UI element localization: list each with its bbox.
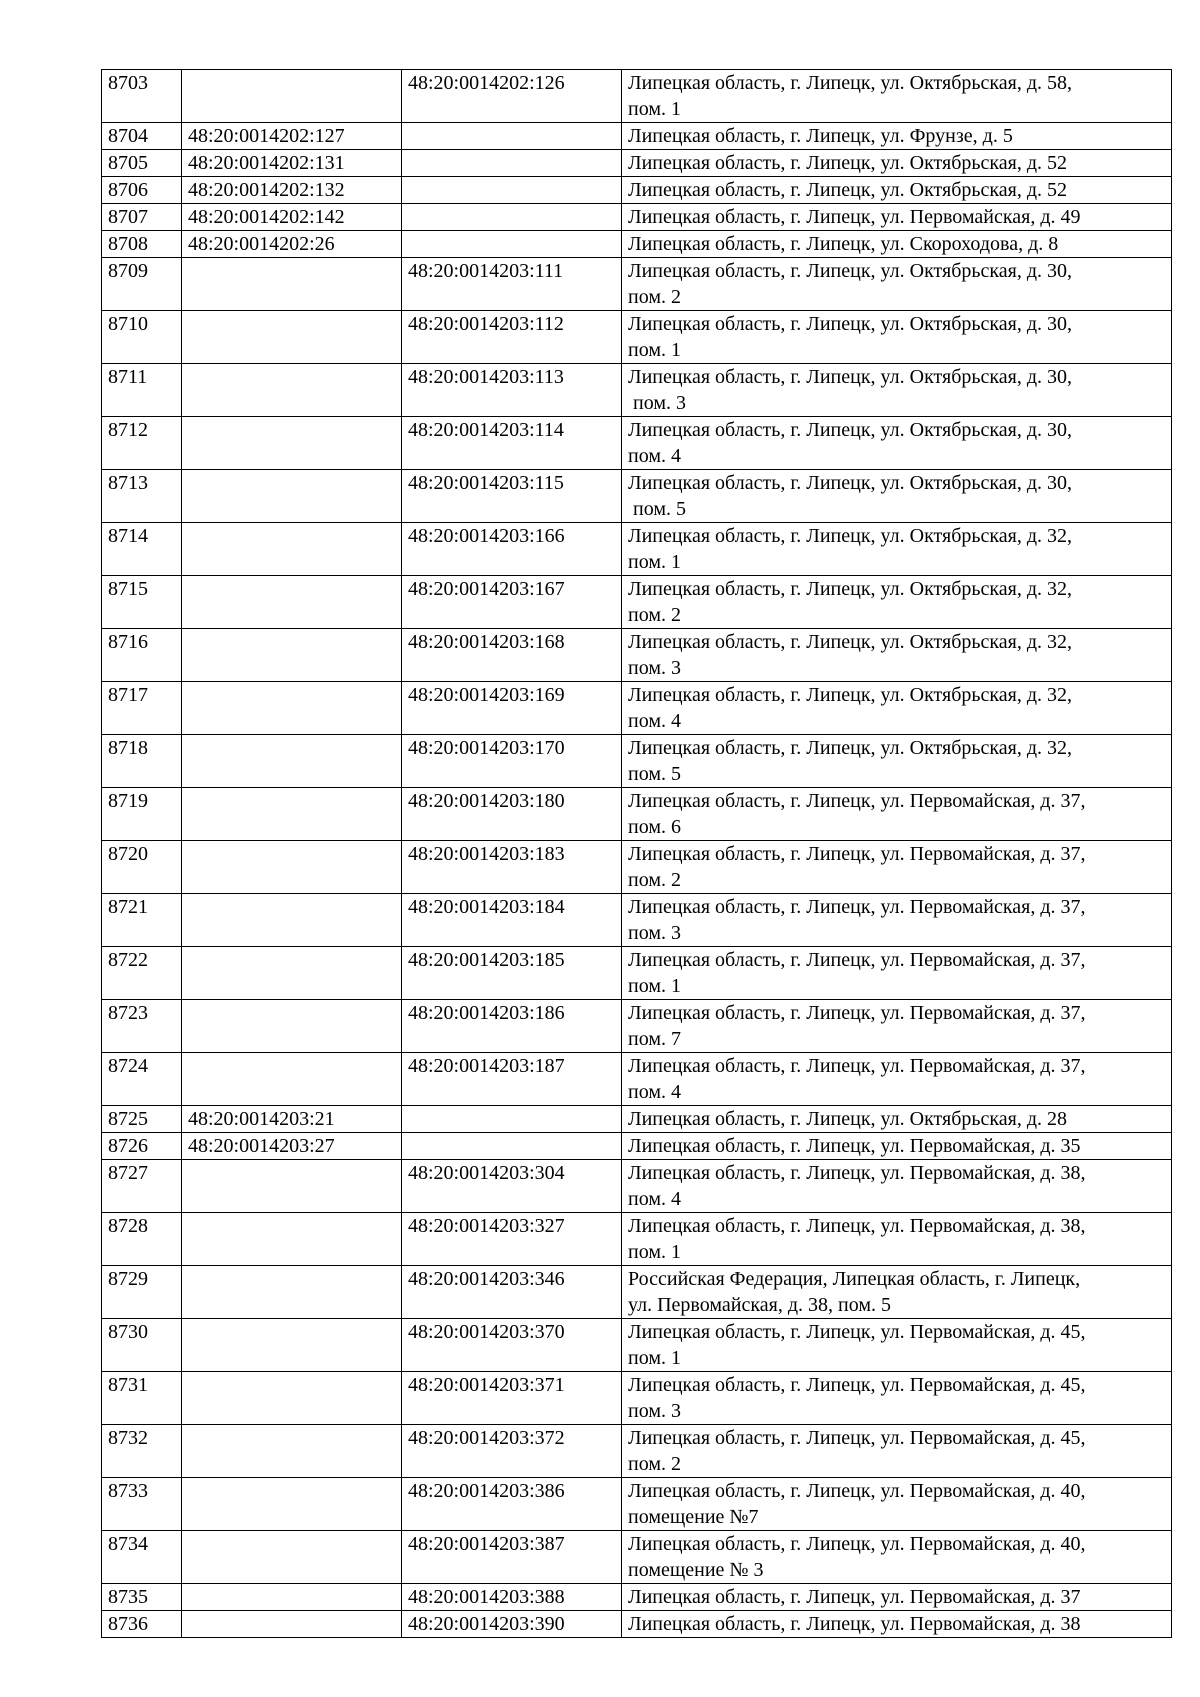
table-row [102, 894, 1172, 947]
address-cell: Липецкая область, г. Липецк, ул. Первомайская, д. 45, пом. 1 [622, 1319, 1172, 1372]
address-cell: Липецкая область, г. Липецк, ул. Октябрьская, д. 30, пом. 5 [622, 470, 1172, 523]
land-cadastral-number-cell: 48:20:0014203:21 [182, 1106, 402, 1133]
land-cadastral-number-cell: 48:20:0014202:26 [182, 231, 402, 258]
premises-cadastral-number-cell [402, 231, 622, 258]
address-cell: Липецкая область, г. Липецк, ул. Октябрьская, д. 58, пом. 1 [622, 70, 1172, 123]
premises-cadastral-number-cell: 48:20:0014203:371 [402, 1372, 622, 1425]
row-number-cell: 8709 [102, 258, 182, 311]
land-cadastral-number-cell [182, 1319, 402, 1372]
address-cell: Липецкая область, г. Липецк, ул. Октябрьская, д. 52 [622, 177, 1172, 204]
address-cell: Липецкая область, г. Липецк, ул. Первомайская, д. 35 [622, 1133, 1172, 1160]
land-cadastral-number-cell: 48:20:0014202:127 [182, 123, 402, 150]
row-number-cell: 8724 [102, 1053, 182, 1106]
address-cell: Липецкая область, г. Липецк, ул. Фрунзе, д. 5 [622, 123, 1172, 150]
row-number-cell: 8712 [102, 417, 182, 470]
table-row [102, 70, 1172, 123]
table-row [102, 1478, 1172, 1531]
land-cadastral-number-cell: 48:20:0014203:27 [182, 1133, 402, 1160]
row-number-cell: 8722 [102, 947, 182, 1000]
land-cadastral-number-cell [182, 70, 402, 123]
address-cell: Липецкая область, г. Липецк, ул. Скороходова, д. 8 [622, 231, 1172, 258]
address-cell: Липецкая область, г. Липецк, ул. Октябрьская, д. 30, пом. 1 [622, 311, 1172, 364]
premises-cadastral-number-cell: 48:20:0014202:126 [402, 70, 622, 123]
land-cadastral-number-cell [182, 1266, 402, 1319]
address-cell: Липецкая область, г. Липецк, ул. Первомайская, д. 37, пом. 3 [622, 894, 1172, 947]
address-cell: Липецкая область, г. Липецк, ул. Первомайская, д. 38 [622, 1611, 1172, 1638]
premises-cadastral-number-cell [402, 1106, 622, 1133]
address-cell: Липецкая область, г. Липецк, ул. Первомайская, д. 37, пом. 7 [622, 1000, 1172, 1053]
land-cadastral-number-cell [182, 1160, 402, 1213]
land-cadastral-number-cell [182, 894, 402, 947]
premises-cadastral-number-cell [402, 150, 622, 177]
address-cell: Липецкая область, г. Липецк, ул. Первомайская, д. 38, пом. 1 [622, 1213, 1172, 1266]
address-cell: Липецкая область, г. Липецк, ул. Первомайская, д. 37, пом. 6 [622, 788, 1172, 841]
premises-cadastral-number-cell: 48:20:0014203:372 [402, 1425, 622, 1478]
table-row [102, 1584, 1172, 1611]
address-cell: Липецкая область, г. Липецк, ул. Октябрьская, д. 32, пом. 3 [622, 629, 1172, 682]
table-row [102, 1053, 1172, 1106]
table-row [102, 682, 1172, 735]
land-cadastral-number-cell [182, 1213, 402, 1266]
table-row [102, 1266, 1172, 1319]
table-row [102, 123, 1172, 150]
address-cell: Липецкая область, г. Липецк, ул. Первомайская, д. 37, пом. 1 [622, 947, 1172, 1000]
row-number-cell: 8729 [102, 1266, 182, 1319]
address-cell: Липецкая область, г. Липецк, ул. Октябрьская, д. 52 [622, 150, 1172, 177]
premises-cadastral-number-cell: 48:20:0014203:115 [402, 470, 622, 523]
table-row [102, 1531, 1172, 1584]
land-cadastral-number-cell [182, 735, 402, 788]
premises-cadastral-number-cell: 48:20:0014203:168 [402, 629, 622, 682]
premises-cadastral-number-cell: 48:20:0014203:166 [402, 523, 622, 576]
row-number-cell: 8707 [102, 204, 182, 231]
premises-cadastral-number-cell [402, 204, 622, 231]
premises-cadastral-number-cell: 48:20:0014203:187 [402, 1053, 622, 1106]
land-cadastral-number-cell [182, 258, 402, 311]
table-row [102, 841, 1172, 894]
row-number-cell: 8726 [102, 1133, 182, 1160]
row-number-cell: 8716 [102, 629, 182, 682]
land-cadastral-number-cell [182, 417, 402, 470]
row-number-cell: 8719 [102, 788, 182, 841]
premises-cadastral-number-cell: 48:20:0014203:185 [402, 947, 622, 1000]
row-number-cell: 8727 [102, 1160, 182, 1213]
land-cadastral-number-cell [182, 1478, 402, 1531]
row-number-cell: 8717 [102, 682, 182, 735]
table-row [102, 364, 1172, 417]
land-cadastral-number-cell [182, 311, 402, 364]
land-cadastral-number-cell [182, 576, 402, 629]
address-cell: Липецкая область, г. Липецк, ул. Октябрьская, д. 32, пом. 4 [622, 682, 1172, 735]
land-cadastral-number-cell: 48:20:0014202:131 [182, 150, 402, 177]
table-row [102, 1319, 1172, 1372]
address-cell: Липецкая область, г. Липецк, ул. Первомайская, д. 45, пом. 2 [622, 1425, 1172, 1478]
row-number-cell: 8720 [102, 841, 182, 894]
row-number-cell: 8733 [102, 1478, 182, 1531]
row-number-cell: 8715 [102, 576, 182, 629]
premises-cadastral-number-cell: 48:20:0014203:184 [402, 894, 622, 947]
table-row [102, 204, 1172, 231]
premises-cadastral-number-cell: 48:20:0014203:114 [402, 417, 622, 470]
address-cell: Липецкая область, г. Липецк, ул. Октябрьская, д. 32, пом. 1 [622, 523, 1172, 576]
table-row [102, 258, 1172, 311]
row-number-cell: 8731 [102, 1372, 182, 1425]
table-row [102, 629, 1172, 682]
land-cadastral-number-cell [182, 1000, 402, 1053]
land-cadastral-number-cell [182, 1425, 402, 1478]
land-cadastral-number-cell [182, 1372, 402, 1425]
table-row [102, 1133, 1172, 1160]
address-cell: Липецкая область, г. Липецк, ул. Октябрьская, д. 30, пом. 3 [622, 364, 1172, 417]
premises-cadastral-number-cell: 48:20:0014203:390 [402, 1611, 622, 1638]
address-cell: Липецкая область, г. Липецк, ул. Первомайская, д. 40, помещение № 3 [622, 1531, 1172, 1584]
row-number-cell: 8703 [102, 70, 182, 123]
premises-cadastral-number-cell: 48:20:0014203:180 [402, 788, 622, 841]
table-row [102, 1213, 1172, 1266]
table-row [102, 231, 1172, 258]
address-cell: Липецкая область, г. Липецк, ул. Октябрьская, д. 32, пом. 2 [622, 576, 1172, 629]
address-cell: Липецкая область, г. Липецк, ул. Октябрьская, д. 32, пом. 5 [622, 735, 1172, 788]
table-row [102, 1425, 1172, 1478]
premises-cadastral-number-cell [402, 177, 622, 204]
address-cell: Липецкая область, г. Липецк, ул. Октябрьская, д. 28 [622, 1106, 1172, 1133]
table-row [102, 576, 1172, 629]
row-number-cell: 8711 [102, 364, 182, 417]
row-number-cell: 8728 [102, 1213, 182, 1266]
address-cell: Липецкая область, г. Липецк, ул. Первомайская, д. 37 [622, 1584, 1172, 1611]
land-cadastral-number-cell [182, 947, 402, 1000]
premises-cadastral-number-cell [402, 1133, 622, 1160]
row-number-cell: 8713 [102, 470, 182, 523]
premises-cadastral-number-cell: 48:20:0014203:112 [402, 311, 622, 364]
address-cell: Липецкая область, г. Липецк, ул. Первомайская, д. 38, пом. 4 [622, 1160, 1172, 1213]
table-row [102, 470, 1172, 523]
table-row [102, 1000, 1172, 1053]
land-cadastral-number-cell [182, 841, 402, 894]
premises-cadastral-number-cell: 48:20:0014203:346 [402, 1266, 622, 1319]
premises-cadastral-number-cell: 48:20:0014203:386 [402, 1478, 622, 1531]
table-row [102, 1160, 1172, 1213]
address-cell: Липецкая область, г. Липецк, ул. Первомайская, д. 49 [622, 204, 1172, 231]
table-row [102, 1106, 1172, 1133]
table-row [102, 523, 1172, 576]
table-row [102, 947, 1172, 1000]
premises-cadastral-number-cell: 48:20:0014203:111 [402, 258, 622, 311]
row-number-cell: 8710 [102, 311, 182, 364]
land-cadastral-number-cell: 48:20:0014202:142 [182, 204, 402, 231]
property-registry-table [101, 69, 1172, 1638]
land-cadastral-number-cell [182, 523, 402, 576]
row-number-cell: 8706 [102, 177, 182, 204]
registry-table-body [102, 70, 1172, 1638]
premises-cadastral-number-cell: 48:20:0014203:370 [402, 1319, 622, 1372]
row-number-cell: 8735 [102, 1584, 182, 1611]
land-cadastral-number-cell [182, 470, 402, 523]
premises-cadastral-number-cell: 48:20:0014203:387 [402, 1531, 622, 1584]
table-row [102, 311, 1172, 364]
row-number-cell: 8725 [102, 1106, 182, 1133]
premises-cadastral-number-cell: 48:20:0014203:170 [402, 735, 622, 788]
premises-cadastral-number-cell: 48:20:0014203:169 [402, 682, 622, 735]
land-cadastral-number-cell: 48:20:0014202:132 [182, 177, 402, 204]
address-cell: Липецкая область, г. Липецк, ул. Первомайская, д. 45, пом. 3 [622, 1372, 1172, 1425]
row-number-cell: 8721 [102, 894, 182, 947]
address-cell: Липецкая область, г. Липецк, ул. Первомайская, д. 40, помещение №7 [622, 1478, 1172, 1531]
row-number-cell: 8723 [102, 1000, 182, 1053]
table-row [102, 177, 1172, 204]
land-cadastral-number-cell [182, 1611, 402, 1638]
table-row [102, 1611, 1172, 1638]
row-number-cell: 8708 [102, 231, 182, 258]
row-number-cell: 8718 [102, 735, 182, 788]
land-cadastral-number-cell [182, 629, 402, 682]
land-cadastral-number-cell [182, 364, 402, 417]
land-cadastral-number-cell [182, 682, 402, 735]
premises-cadastral-number-cell: 48:20:0014203:304 [402, 1160, 622, 1213]
address-cell: Липецкая область, г. Липецк, ул. Первомайская, д. 37, пом. 4 [622, 1053, 1172, 1106]
row-number-cell: 8736 [102, 1611, 182, 1638]
row-number-cell: 8734 [102, 1531, 182, 1584]
premises-cadastral-number-cell: 48:20:0014203:186 [402, 1000, 622, 1053]
address-cell: Липецкая область, г. Липецк, ул. Октябрьская, д. 30, пом. 4 [622, 417, 1172, 470]
row-number-cell: 8730 [102, 1319, 182, 1372]
table-row [102, 417, 1172, 470]
land-cadastral-number-cell [182, 788, 402, 841]
premises-cadastral-number-cell: 48:20:0014203:388 [402, 1584, 622, 1611]
premises-cadastral-number-cell [402, 123, 622, 150]
premises-cadastral-number-cell: 48:20:0014203:183 [402, 841, 622, 894]
address-cell: Российская Федерация, Липецкая область, г. Липецк, ул. Первомайская, д. 38, пом. 5 [622, 1266, 1172, 1319]
land-cadastral-number-cell [182, 1531, 402, 1584]
premises-cadastral-number-cell: 48:20:0014203:113 [402, 364, 622, 417]
land-cadastral-number-cell [182, 1584, 402, 1611]
table-row [102, 150, 1172, 177]
row-number-cell: 8705 [102, 150, 182, 177]
premises-cadastral-number-cell: 48:20:0014203:327 [402, 1213, 622, 1266]
row-number-cell: 8704 [102, 123, 182, 150]
land-cadastral-number-cell [182, 1053, 402, 1106]
table-row [102, 735, 1172, 788]
row-number-cell: 8732 [102, 1425, 182, 1478]
address-cell: Липецкая область, г. Липецк, ул. Первомайская, д. 37, пом. 2 [622, 841, 1172, 894]
table-row [102, 788, 1172, 841]
table-row [102, 1372, 1172, 1425]
row-number-cell: 8714 [102, 523, 182, 576]
address-cell: Липецкая область, г. Липецк, ул. Октябрьская, д. 30, пом. 2 [622, 258, 1172, 311]
premises-cadastral-number-cell: 48:20:0014203:167 [402, 576, 622, 629]
